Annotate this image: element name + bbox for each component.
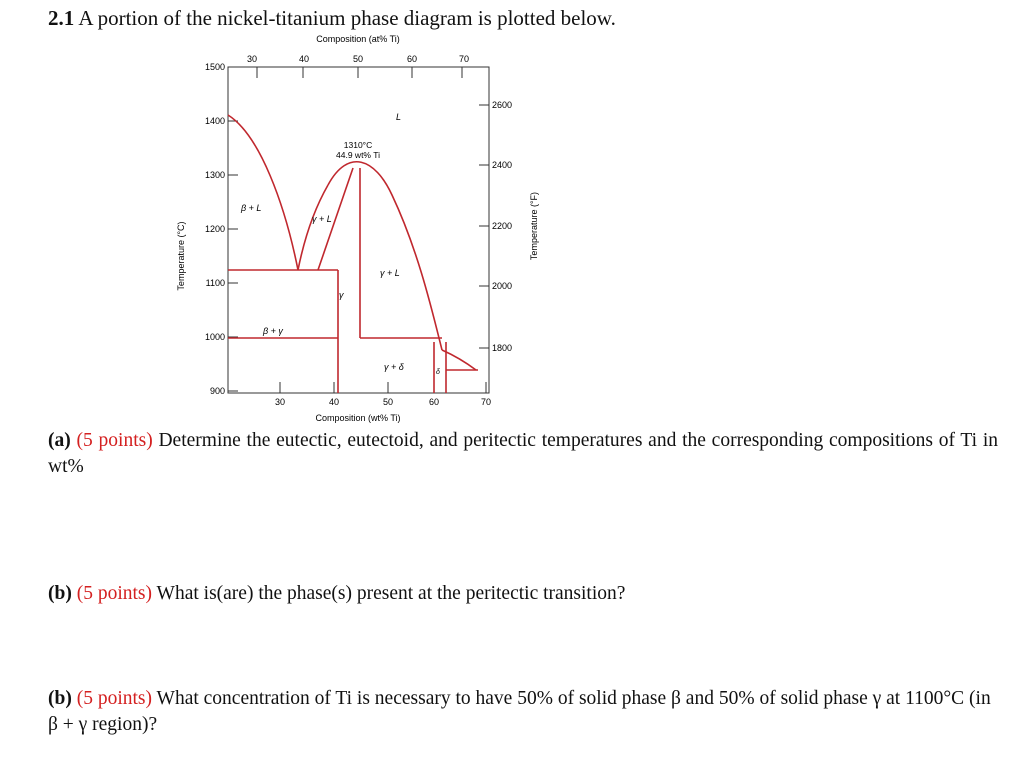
top-tick-label: 40: [298, 54, 310, 64]
right-tick-label: 2000: [492, 281, 513, 291]
annotation-temp: 1310°C: [343, 140, 373, 150]
bottom-tick-label: 50: [382, 397, 394, 407]
region-gamma-delta: γ + δ: [384, 362, 404, 372]
left-tick-label: 1500: [204, 62, 225, 72]
left-tick-label: 1200: [204, 224, 225, 234]
problem-title: A portion of the nickel-titanium phase diagram is plotted below.: [78, 6, 616, 30]
question-b1-label: (b): [48, 583, 72, 604]
right-tick-label: 2400: [492, 160, 513, 170]
bottom-axis-label: Composition (wt% Ti): [315, 413, 401, 423]
bottom-tick-label: 70: [480, 397, 492, 407]
top-tick-label: 30: [246, 54, 258, 64]
left-tick-label: 1300: [204, 170, 225, 180]
question-a-label: (a): [48, 430, 71, 451]
top-ticks: [257, 67, 462, 78]
region-delta: δ: [436, 369, 440, 376]
top-tick-label: 70: [458, 54, 470, 64]
right-tick-label: 2200: [492, 221, 513, 231]
region-gamma: γ: [339, 290, 344, 300]
region-gamma-liquid-left: γ + L: [312, 214, 332, 224]
problem-heading: [48, 6, 616, 31]
question-a-points: (5 points): [76, 430, 153, 451]
bottom-tick-label: 60: [428, 397, 440, 407]
left-tick-label: 1100: [205, 278, 225, 288]
phase-diagram: [170, 30, 570, 430]
beta-liquidus: [228, 115, 298, 270]
question-b2-points: (5 points): [76, 688, 153, 709]
question-b2-text: What concentration of Ti is necessary to have 50% of solid phase β and 50% of solid phase γ at 1100°C (in β + γ region)?: [48, 688, 991, 735]
top-tick-label: 50: [352, 54, 364, 64]
region-beta-liquid: β + L: [241, 203, 262, 213]
question-b1-points: (5 points): [76, 583, 153, 604]
left-tick-label: 900: [209, 386, 225, 396]
problem-number: 2.1: [48, 6, 75, 30]
delta-liquidus: [442, 350, 476, 370]
left-tick-label: 1400: [204, 116, 225, 126]
left-tick-label: 1000: [204, 332, 225, 342]
right-axis-label: Temperature (°F): [529, 191, 539, 261]
question-b1-text: What is(are) the phase(s) present at the peritectic transition?: [156, 583, 626, 604]
region-beta-gamma: β + γ: [263, 326, 283, 336]
region-gamma-liquid-right: γ + L: [380, 268, 400, 278]
annotation-comp: 44.9 wt% Ti: [336, 150, 380, 160]
question-b2-label: (b): [48, 688, 72, 709]
left-axis-label: Temperature (°C): [176, 221, 186, 291]
region-liquid: L: [396, 112, 402, 122]
bottom-tick-label: 30: [274, 397, 286, 407]
plot-frame: [228, 67, 489, 393]
question-b1: [48, 581, 625, 607]
top-axis-label: Composition (at% Ti): [316, 34, 400, 44]
top-tick-label: 60: [406, 54, 418, 64]
bottom-tick-label: 40: [328, 397, 340, 407]
question-b2: [48, 686, 998, 738]
gamma-liquidus-left: [298, 185, 328, 270]
right-tick-label: 1800: [492, 343, 513, 353]
question-a: [48, 428, 998, 480]
right-tick-label: 2600: [492, 100, 513, 110]
question-a-text: Determine the eutectic, eutectoid, and peritectic temperatures and the corresponding compositions of Ti in wt%: [48, 430, 998, 477]
